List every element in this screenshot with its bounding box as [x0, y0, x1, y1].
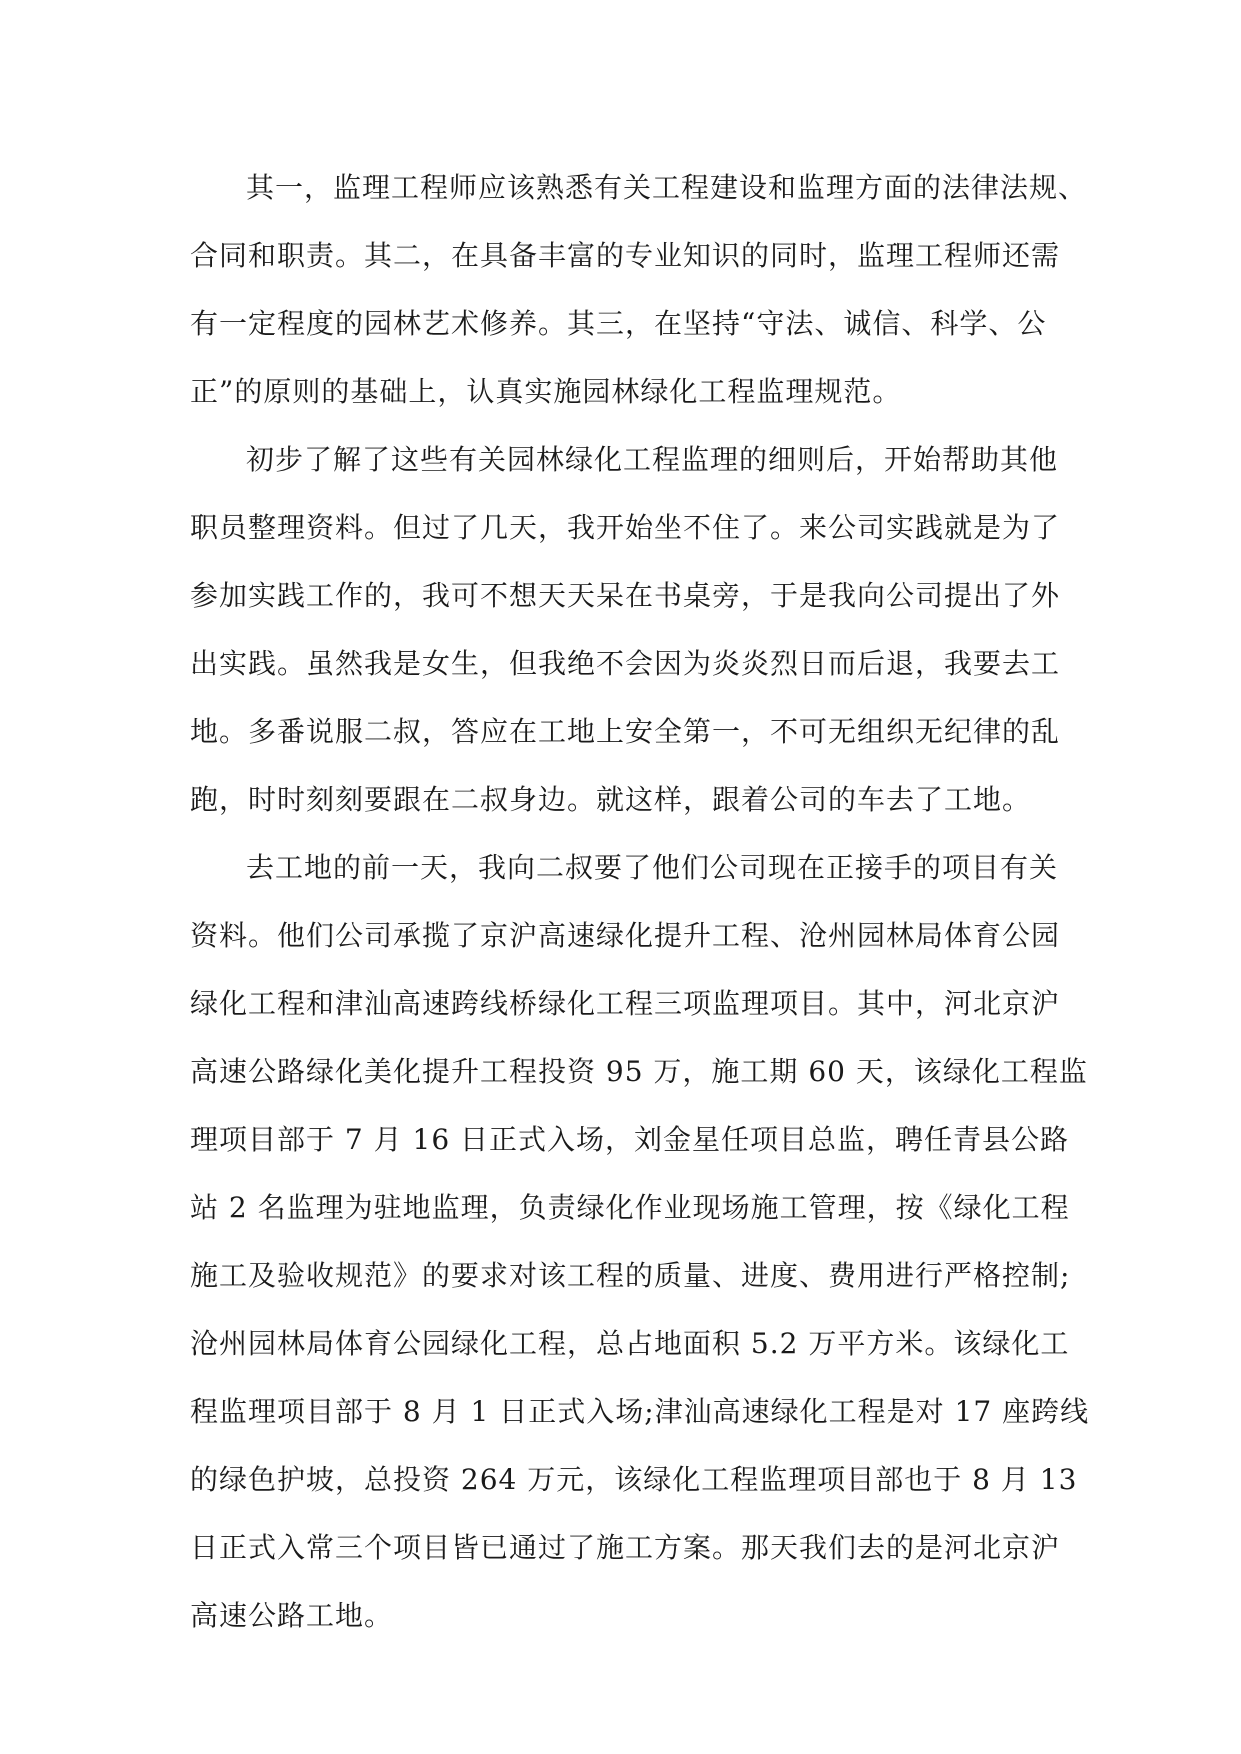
paragraph-line: 地。多番说服二叔，答应在工地上安全第一，不可无组织无纪律的乱	[190, 715, 1061, 748]
paragraph-line: 正”的原则的基础上，认真实施园林绿化工程监理规范。	[190, 375, 902, 408]
paragraph-line: 其一，监理工程师应该熟悉有关工程建设和监理方面的法律法规、	[246, 171, 1088, 204]
paragraph-line: 高速公路绿化美化提升工程投资 95 万，施工期 60 天，该绿化工程监	[190, 1055, 1088, 1088]
paragraph-line: 日正式入常三个项目皆已通过了施工方案。那天我们去的是河北京沪	[190, 1531, 1061, 1564]
paragraph-line: 资料。他们公司承揽了京沪高速绿化提升工程、沧州园林局体育公园	[190, 919, 1061, 952]
paragraph-line: 职员整理资料。但过了几天，我开始坐不住了。来公司实践就是为了	[190, 511, 1061, 544]
paragraph-line: 站 2 名监理为驻地监理，负责绿化作业现场施工管理，按《绿化工程	[190, 1191, 1070, 1224]
paragraph-line: 出实践。虽然我是女生，但我绝不会因为炎炎烈日而后退，我要去工	[190, 647, 1061, 680]
paragraph-line: 沧州园林局体育公园绿化工程，总占地面积 5.2 万平方米。该绿化工	[190, 1327, 1070, 1360]
paragraph-line: 初步了解了这些有关园林绿化工程监理的细则后，开始帮助其他	[246, 443, 1059, 476]
paragraph-line: 参加实践工作的，我可不想天天呆在书桌旁，于是我向公司提出了外	[190, 579, 1061, 612]
paragraph-line: 有一定程度的园林艺术修养。其三，在坚持“守法、诚信、科学、公	[190, 307, 1047, 340]
paragraph-line: 的绿色护坡，总投资 264 万元，该绿化工程监理项目部也于 8 月 13	[190, 1463, 1078, 1496]
paragraph-line: 高速公路工地。	[190, 1599, 394, 1632]
paragraph-line: 理项目部于 7 月 16 日正式入场，刘金星任项目总监，聘任青县公路	[190, 1123, 1070, 1156]
paragraph-line: 去工地的前一天，我向二叔要了他们公司现在正接手的项目有关	[246, 851, 1059, 884]
paragraph-line: 绿化工程和津汕高速跨线桥绿化工程三项监理项目。其中，河北京沪	[190, 987, 1061, 1020]
paragraph-line: 合同和职责。其二，在具备丰富的专业知识的同时，监理工程师还需	[190, 239, 1061, 272]
paragraph-line: 跑，时时刻刻要跟在二叔身边。就这样，跟着公司的车去了工地。	[190, 783, 1032, 816]
paragraph-line: 程监理项目部于 8 月 1 日正式入场;津汕高速绿化工程是对 17 座跨线	[190, 1395, 1090, 1428]
paragraph-line: 施工及验收规范》的要求对该工程的质量、进度、费用进行严格控制;	[190, 1259, 1071, 1292]
body-text	[190, 154, 1090, 1650]
